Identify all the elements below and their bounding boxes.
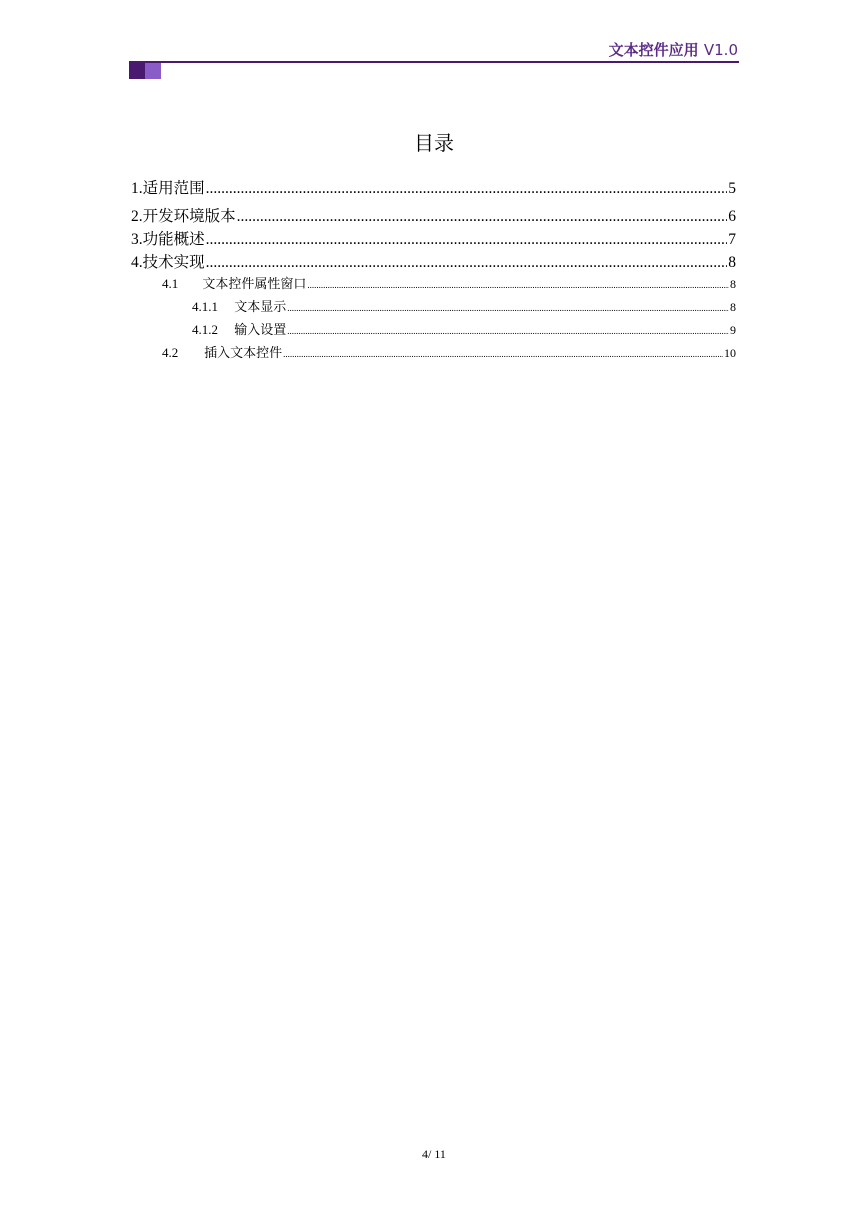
toc-entry-page: 10 xyxy=(724,346,736,360)
page-number: 4/ 11 xyxy=(422,1147,446,1161)
toc-entry-page: 8 xyxy=(728,254,736,271)
document-title-text: 文本控件应用 xyxy=(608,41,699,59)
toc-entry[interactable] xyxy=(131,250,736,272)
toc-entry-label: 适用范围 xyxy=(142,179,205,197)
toc-entry-page: 6 xyxy=(728,208,736,225)
toc-entry-label: 开发环境版本 xyxy=(142,207,236,225)
toc-entry-number: 4. xyxy=(131,254,143,271)
document-version: V1.0 xyxy=(703,41,738,59)
toc-leader xyxy=(287,326,729,336)
document-title xyxy=(609,39,738,60)
toc-title: 目录 xyxy=(414,131,454,155)
toc-entry-label: 插入文本控件 xyxy=(204,345,283,360)
toc-leader xyxy=(307,280,729,290)
toc-entry-label: 功能概述 xyxy=(142,230,205,248)
toc-entry[interactable] xyxy=(131,227,736,249)
toc-entry-number: 4.1 xyxy=(162,276,179,291)
toc-entry-page: 8 xyxy=(730,277,736,291)
toc-entry-number: 2. xyxy=(131,208,143,225)
toc-entry-label: 技术实现 xyxy=(142,253,205,271)
toc-entry-number: 4.1.1 xyxy=(192,299,218,314)
toc-entry-page: 9 xyxy=(730,323,736,337)
toc-entry[interactable] xyxy=(162,273,736,292)
toc-entry-page: 5 xyxy=(728,180,736,197)
toc-leader xyxy=(237,208,728,226)
toc-entry[interactable] xyxy=(192,296,736,315)
toc-entry-number: 4.1.2 xyxy=(192,322,218,337)
toc-entry-number: 1. xyxy=(131,180,143,197)
toc-entry-page: 8 xyxy=(730,300,736,314)
header-square-light xyxy=(145,63,161,79)
toc-entry-label: 输入设置 xyxy=(234,322,287,337)
toc-leader xyxy=(206,254,728,272)
header-square-dark xyxy=(129,63,145,79)
toc-entry[interactable] xyxy=(192,319,736,338)
toc-entry-page: 7 xyxy=(728,231,736,248)
toc-entry-label: 文本显示 xyxy=(234,299,287,314)
header-rule xyxy=(129,61,739,63)
toc-leader xyxy=(287,303,729,313)
toc-entry-number: 4.2 xyxy=(162,345,179,360)
toc-leader xyxy=(206,231,728,249)
toc-entry-number: 3. xyxy=(131,231,143,248)
toc-entry-label: 文本控件属性窗口 xyxy=(202,276,307,291)
toc-entry[interactable] xyxy=(131,204,736,226)
toc-leader xyxy=(206,180,728,198)
toc-leader xyxy=(283,349,723,359)
toc-entry[interactable] xyxy=(162,342,736,361)
toc-entry[interactable] xyxy=(131,176,736,198)
